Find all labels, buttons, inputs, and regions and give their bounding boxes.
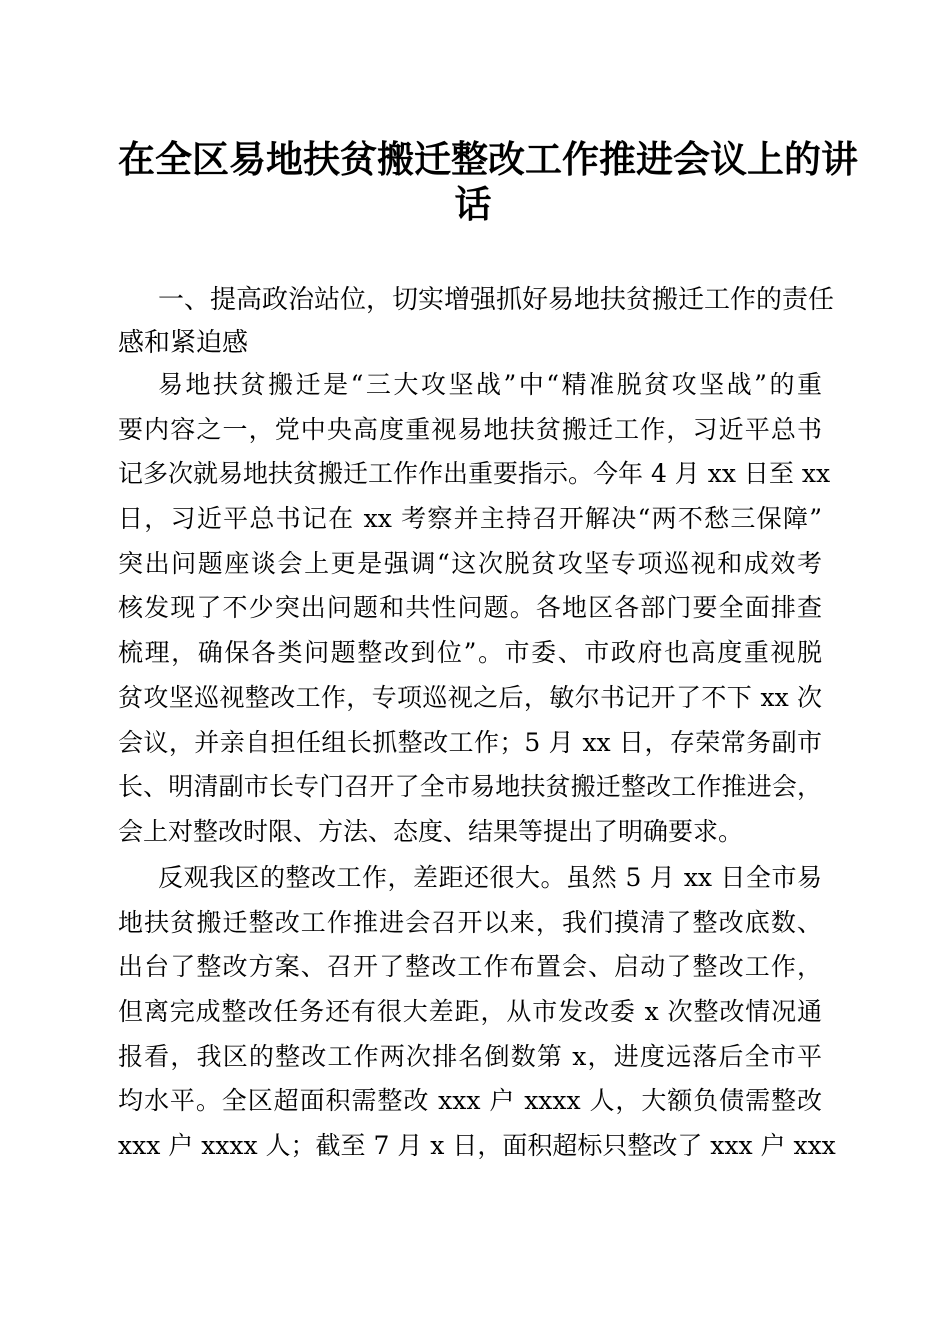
text-line: 核发现了不少突出问题和共性问题。各地区各部门要全面排查 bbox=[118, 593, 822, 623]
text-line: 记多次就易地扶贫搬迁工作作出重要指示。今年 4 月 xx 日至 xx bbox=[118, 459, 831, 489]
paragraph-1 bbox=[118, 363, 831, 855]
title-line: 话 bbox=[454, 181, 492, 226]
text-line: 会议，并亲自担任组长抓整改工作；5 月 xx 日，存荣常务副市 bbox=[118, 727, 822, 757]
text-line: 会上对整改时限、方法、态度、结果等提出了明确要求。 bbox=[118, 816, 744, 846]
text-line: 出台了整改方案、召开了整改工作布置会、启动了整改工作， bbox=[118, 952, 822, 982]
document-title bbox=[118, 137, 858, 226]
text-line: xxx 户 xxxx 人；截至 7 月 x 日，面积超标只整改了 xxx 户 xxx bbox=[118, 1131, 836, 1161]
heading-line: 感和紧迫感 bbox=[118, 328, 249, 358]
text-line: 要内容之一，党中央高度重视易地扶贫搬迁工作，习近平总书 bbox=[118, 414, 822, 444]
text-line: 梳理，确保各类问题整改到位”。市委、市政府也高度重视脱 bbox=[118, 638, 822, 668]
text-line: 地扶贫搬迁整改工作推进会召开以来，我们摸清了整改底数、 bbox=[118, 907, 822, 937]
paragraph-2 bbox=[118, 856, 836, 1169]
text-line: 贫攻坚巡视整改工作，专项巡视之后，敏尔书记开了不下 xx 次 bbox=[118, 682, 822, 712]
text-line: 易地扶贫搬迁是“三大攻坚战”中“精准脱贫攻坚战”的重 bbox=[158, 370, 822, 399]
title-line: 在全区易地扶贫搬迁整改工作推进会议上的讲 bbox=[118, 137, 858, 181]
text-line: 反观我区的整改工作，差距还很大。虽然 5 月 xx 日全市易 bbox=[158, 863, 822, 892]
section-heading bbox=[118, 279, 835, 365]
text-line: 长、明清副市长专门召开了全市易地扶贫搬迁整改工作推进会， bbox=[118, 772, 822, 802]
text-line: 报看，我区的整改工作两次排名倒数第 x，进度远落后全市平 bbox=[118, 1041, 822, 1071]
heading-line: 一、提高政治站位，切实增强抓好易地扶贫搬迁工作的责任 bbox=[158, 285, 835, 315]
text-line: 日，习近平总书记在 xx 考察并主持召开解决“两不愁三保障” bbox=[118, 504, 822, 534]
text-line: 但离完成整改任务还有很大差距，从市发改委 x 次整改情况通 bbox=[118, 997, 822, 1027]
text-line: 均水平。全区超面积需整改 xxx 户 xxxx 人，大额负债需整改 bbox=[118, 1086, 822, 1116]
text-line: 突出问题座谈会上更是强调“这次脱贫攻坚专项巡视和成效考 bbox=[118, 548, 822, 578]
